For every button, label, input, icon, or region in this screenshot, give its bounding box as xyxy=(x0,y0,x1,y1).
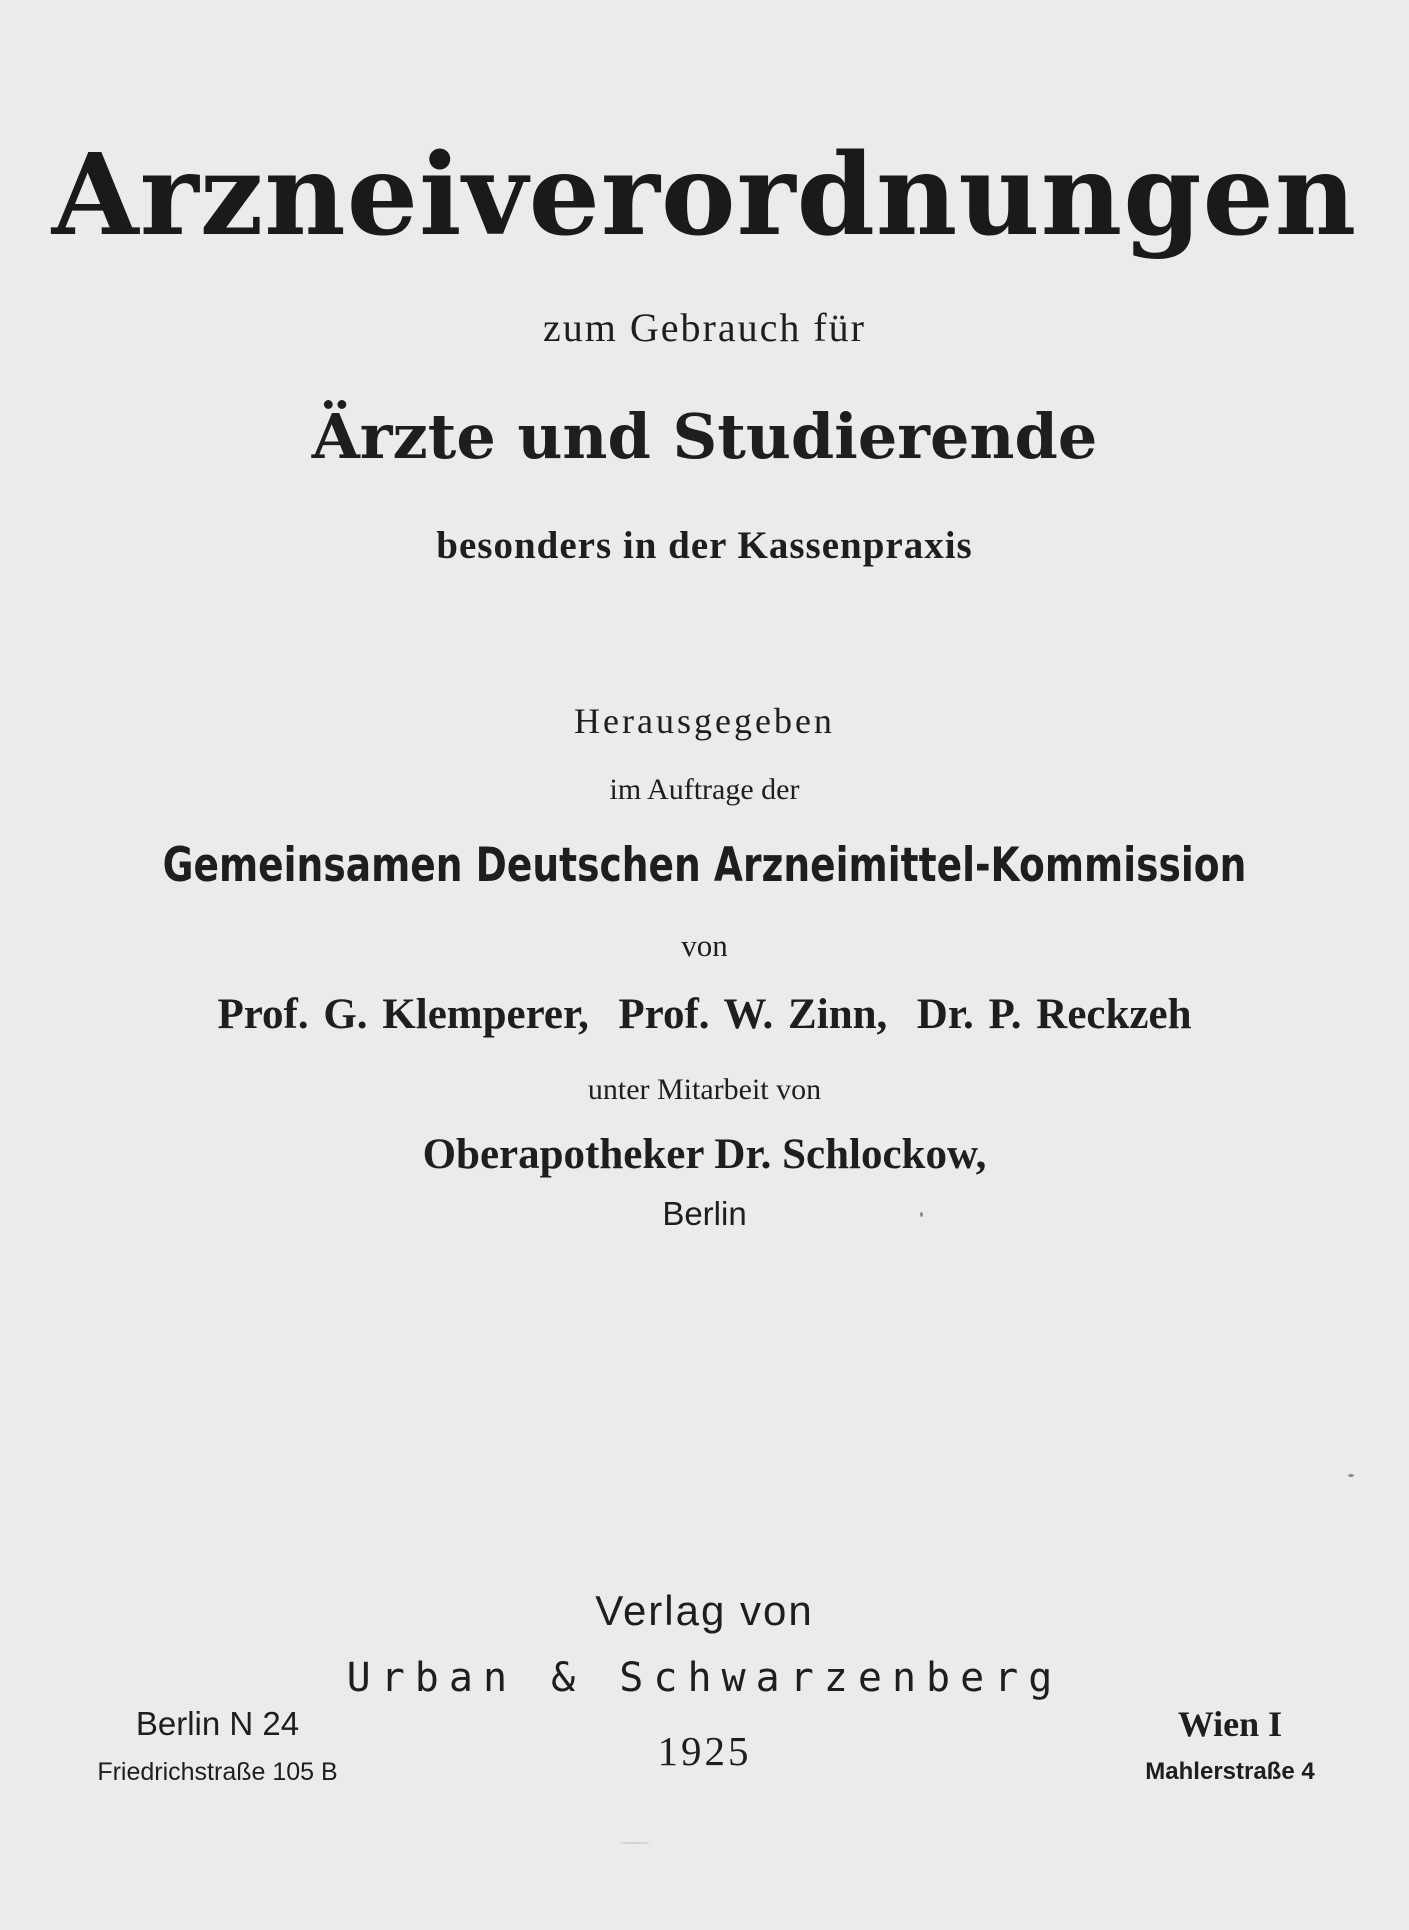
commission-intro: im Auftrage der xyxy=(609,773,800,806)
audience-heading: Ärzte und Studierende xyxy=(311,400,1098,473)
paper-speck xyxy=(620,1842,650,1844)
publisher-street-berlin: Friedrichstraße 105 B xyxy=(97,1758,338,1786)
subtitle-line: zum Gebrauch für xyxy=(543,305,866,350)
book-title: Arzneiverordnungen xyxy=(51,130,1358,261)
publication-year: 1925 xyxy=(657,1728,752,1774)
collaborator-name: Oberapotheker Dr. Schlockow, xyxy=(422,1131,987,1178)
collaboration-intro: unter Mitarbeit von xyxy=(587,1073,822,1106)
publisher-name: Urban & Schwarzenberg xyxy=(346,1655,1063,1701)
publisher-city-berlin: Berlin N 24 xyxy=(135,1705,300,1742)
authors-list: Prof. G. Klemperer, Prof. W. Zinn, Dr. P. Reckzeh xyxy=(217,991,1192,1038)
audience-note: besonders in der Kassenpraxis xyxy=(436,524,973,567)
paper-speck xyxy=(1348,1474,1354,1477)
collaborator-city: Berlin xyxy=(662,1195,747,1232)
publisher-city-wien: Wien I xyxy=(1177,1704,1283,1744)
publisher-street-wien: Mahlerstraße 4 xyxy=(1145,1758,1315,1785)
paper-speck xyxy=(920,1212,923,1217)
commission-name: Gemeinsamen Deutschen Arzneimittel-Kommission xyxy=(162,838,1247,893)
authors-intro: von xyxy=(681,928,728,963)
publisher-intro: Verlag von xyxy=(595,1587,814,1634)
editor-intro: Herausgegeben xyxy=(574,701,835,741)
